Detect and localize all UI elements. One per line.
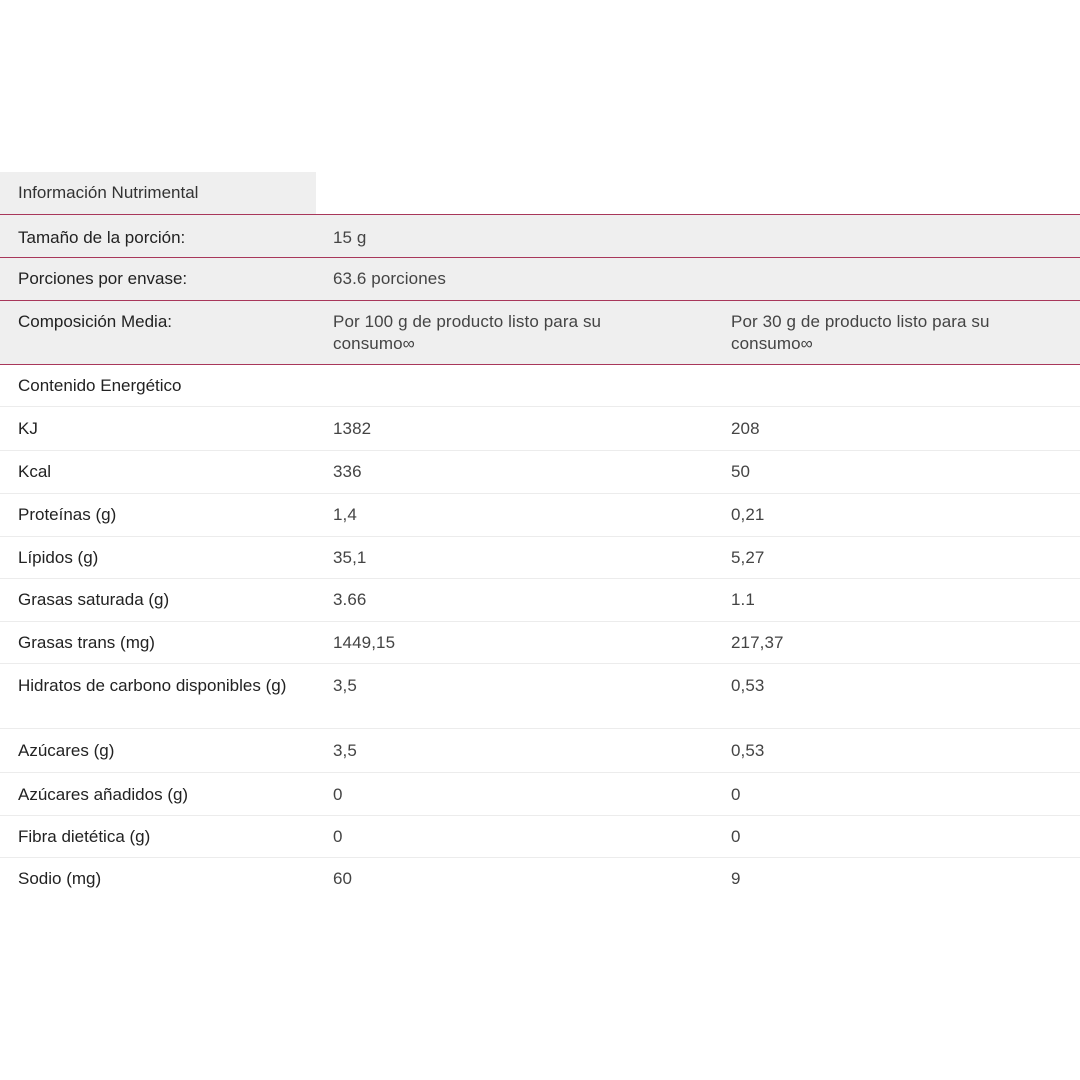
composition-col-per100: Por 100 g de producto listo para su consumo∞: [333, 312, 602, 353]
servings-per-container-label: Porciones por envase:: [18, 269, 188, 288]
table-row: [0, 494, 1080, 537]
value-per100: 1449,15: [333, 633, 396, 652]
value-per30: 50: [731, 462, 751, 481]
value-per30: 208: [731, 419, 760, 438]
table-row: [0, 579, 1080, 622]
value-per30: 0,21: [731, 505, 765, 524]
value-per30: 1.1: [731, 590, 755, 609]
value-per100: 3.66: [333, 590, 367, 609]
servings-per-container-value: 63.6 porciones: [333, 269, 446, 288]
nutrient-name: Lípidos (g): [18, 548, 99, 567]
nutrient-name: Sodio (mg): [18, 869, 102, 888]
table-title: Información Nutrimental: [0, 172, 316, 214]
table-row: [0, 816, 1080, 858]
composition-header-row: [0, 300, 1080, 365]
section-label: Contenido Energético: [18, 376, 182, 395]
nutrient-name: Azúcares añadidos (g): [18, 785, 189, 804]
table-row: [0, 773, 1080, 816]
composition-col-per30: Por 30 g de producto listo para su consumo∞: [731, 312, 990, 353]
table-row: [0, 407, 1080, 451]
value-per100: 3,5: [333, 676, 357, 695]
nutrient-name: Grasas saturada (g): [18, 590, 170, 609]
value-per100: 3,5: [333, 741, 357, 760]
serving-size-row: [0, 214, 1080, 257]
value-per30: 0: [731, 785, 741, 804]
table-row: [0, 451, 1080, 494]
nutrient-name: Fibra dietética (g): [18, 827, 151, 846]
nutrient-name: Grasas trans (mg): [18, 633, 155, 652]
value-per30: 0,53: [731, 676, 765, 695]
nutrient-name: KJ: [18, 419, 38, 438]
nutrient-name: Azúcares (g): [18, 741, 115, 760]
value-per100: 1,4: [333, 505, 357, 524]
servings-per-container-row: [0, 257, 1080, 300]
serving-size-label: Tamaño de la porción:: [18, 228, 186, 247]
nutrient-name: Hidratos de carbono disponibles (g): [18, 676, 287, 695]
value-per100: 336: [333, 462, 362, 481]
value-per30: 0: [731, 827, 741, 846]
table-row: [0, 537, 1080, 579]
table-title-row: [0, 172, 1080, 214]
nutrient-name: Kcal: [18, 462, 52, 481]
composition-label: Composición Media:: [18, 312, 173, 331]
value-per30: 0,53: [731, 741, 765, 760]
value-per30: 217,37: [731, 633, 784, 652]
value-per100: 35,1: [333, 548, 367, 567]
table-row: [0, 622, 1080, 664]
value-per100: 60: [333, 869, 353, 888]
value-per100: 1382: [333, 419, 372, 438]
serving-size-value: 15 g: [333, 228, 367, 247]
nutrient-name: Proteínas (g): [18, 505, 117, 524]
value-per30: 9: [731, 869, 741, 888]
value-per100: 0: [333, 827, 343, 846]
table-row: [0, 858, 1080, 901]
value-per30: 5,27: [731, 548, 765, 567]
section-row: [0, 365, 1080, 407]
nutrition-table: [0, 172, 1080, 901]
value-per100: 0: [333, 785, 343, 804]
table-row: [0, 729, 1080, 773]
table-row: [0, 664, 1080, 729]
